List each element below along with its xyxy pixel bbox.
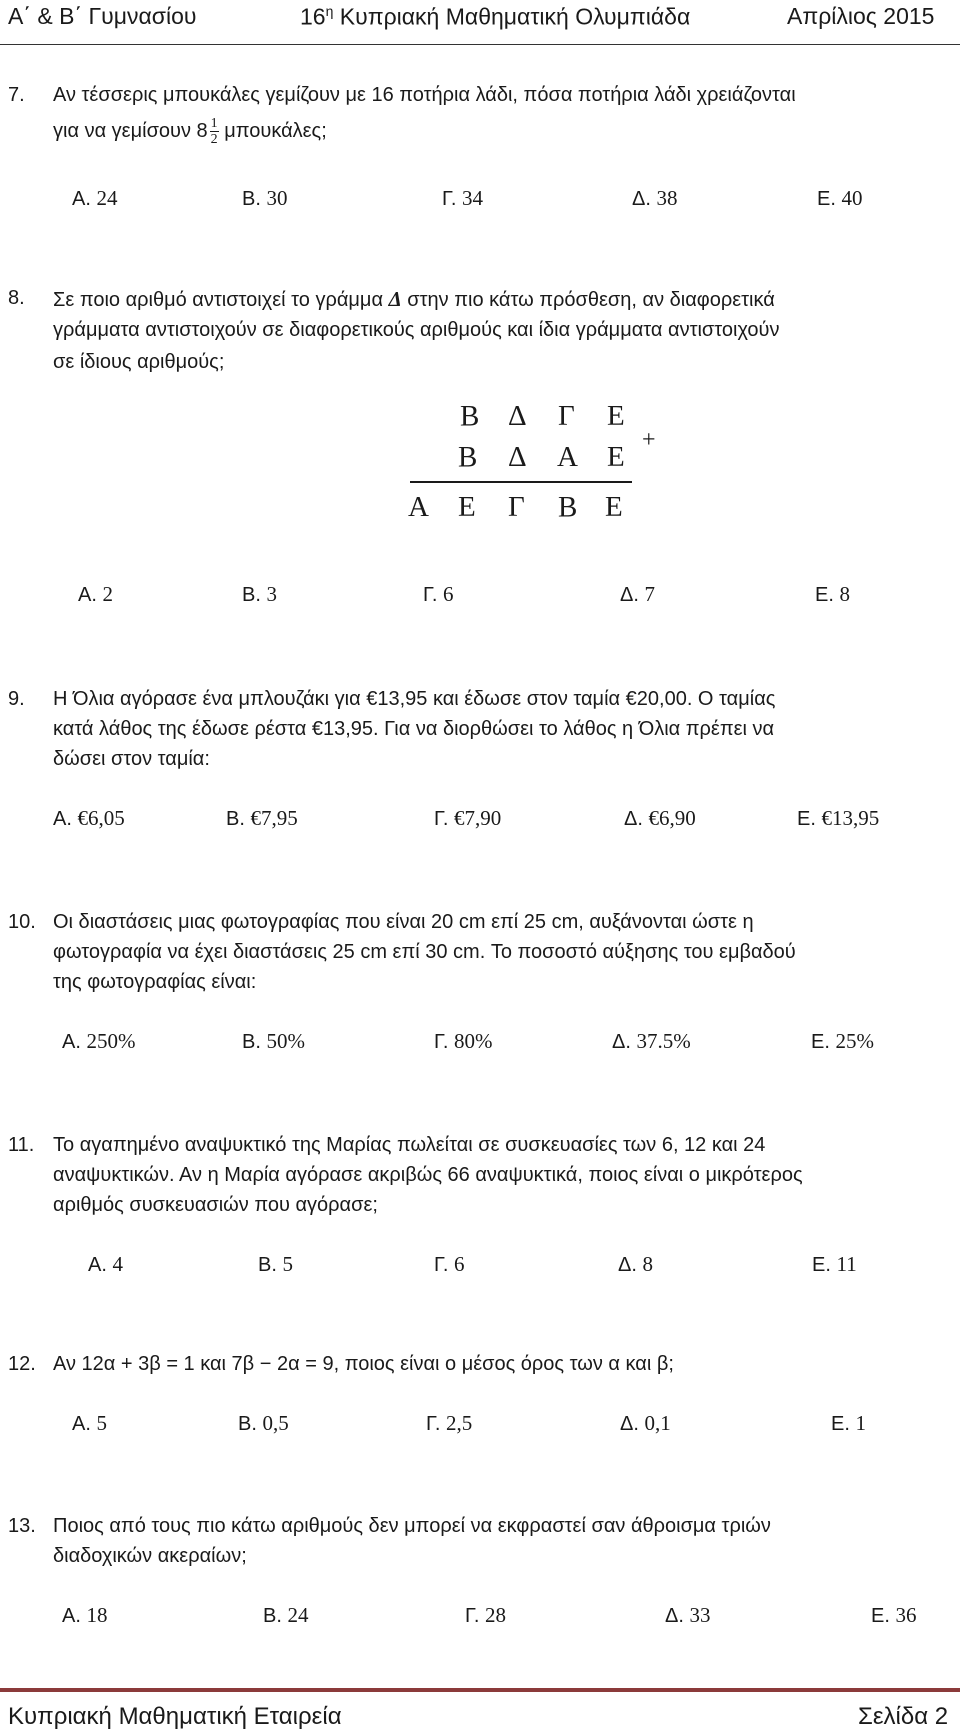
option-d[interactable]: Δ. 0,1: [620, 1411, 671, 1435]
option-d[interactable]: Δ. 38: [632, 186, 678, 210]
option-a[interactable]: Α. 2: [78, 582, 113, 606]
option-d[interactable]: Δ. 33: [665, 1603, 711, 1627]
page-header: [0, 0, 960, 44]
option-d[interactable]: Δ. €6,90: [624, 806, 696, 830]
puzzle-letter: Β: [558, 491, 578, 523]
question-text: κατά λάθος της έδωσε ρέστα €13,95. Για να διορθώσει το λάθος η Όλια πρέπει να: [53, 718, 775, 740]
option-b[interactable]: Β. 50%: [242, 1029, 305, 1053]
question-text: Οι διαστάσεις μιας φωτογραφίας που είναι 20 cm επί 25 cm, αυξάνονται ώστε η: [53, 911, 754, 933]
question-text: Αν 12α + 3β = 1 και 7β − 2α = 9, ποιος είναι ο μέσος όρος των α και β;: [53, 1353, 674, 1375]
question-text: Το αγαπημένο αναψυκτικό της Μαρίας πωλείται σε συσκευασίες των 6, 12 και 24: [53, 1134, 766, 1156]
option-a[interactable]: Α. 18: [62, 1603, 108, 1627]
puzzle-letter: Γ: [508, 491, 525, 523]
option-e[interactable]: Ε. 11: [812, 1252, 857, 1276]
question-text: Ποιος από τους πιο κάτω αριθμούς δεν μπορεί να εκφραστεί σαν άθροισμα τριών: [53, 1515, 771, 1537]
page-footer: [0, 1693, 960, 1733]
option-a[interactable]: Α. 24: [72, 186, 118, 210]
option-d[interactable]: Δ. 7: [620, 582, 655, 606]
question-text: Αν τέσσερις μπουκάλες γεμίζουν με 16 ποτήρια λάδι, πόσα ποτήρια λάδι χρειάζονται: [53, 84, 796, 106]
question-text: αριθμός συσκευασιών που αγόρασε;: [53, 1194, 378, 1216]
puzzle-letter: Ε: [607, 441, 625, 473]
option-a[interactable]: Α. 5: [72, 1411, 107, 1435]
footer-rule: [0, 1688, 960, 1692]
question-text: φωτογραφία να έχει διαστάσεις 25 cm επί 30 cm. Το ποσοστό αύξησης του εμβαδού: [53, 941, 796, 963]
puzzle-letter: Ε: [605, 491, 623, 523]
option-e[interactable]: Ε. 40: [817, 186, 863, 210]
option-c[interactable]: Γ. 34: [442, 186, 483, 210]
question-text: γράμματα αντιστοιχούν σε διαφορετικούς αριθμούς και ίδια γράμματα αντιστοιχούν: [53, 319, 780, 341]
option-b[interactable]: Β. 3: [242, 582, 277, 606]
puzzle-letter: Α: [557, 441, 578, 473]
option-a[interactable]: Α. 4: [88, 1252, 123, 1276]
header-rule: [0, 44, 960, 45]
question-number: 11.: [8, 1134, 35, 1156]
puzzle-letter: Β: [458, 441, 478, 473]
puzzle-letter: Γ: [558, 400, 575, 432]
fraction-one-half: $\frac{1}{2}$: [210, 116, 218, 147]
option-c[interactable]: Γ. €7,90: [434, 806, 502, 830]
option-b[interactable]: Β. €7,95: [226, 806, 298, 830]
puzzle-letter: Ε: [607, 400, 625, 432]
header-olympiad: $16^\eta$ Κυπριακή Μαθηματική Ολυμπιάδα: [300, 3, 691, 30]
puzzle-letter: Δ: [508, 400, 527, 432]
plus-sign: +: [642, 427, 656, 453]
option-e[interactable]: Ε. 36: [871, 1603, 917, 1627]
question-text: για να γεμίσουν 8 $\frac{1}{2}$ μπουκάλες;: [53, 116, 327, 147]
question-number: 9.: [8, 688, 25, 710]
question-text: διαδοχικών ακεραίων;: [53, 1545, 247, 1567]
puzzle-letter: Β: [460, 400, 480, 432]
question-number: 13.: [8, 1515, 36, 1537]
question-text: δώσει στον ταμία:: [53, 748, 210, 770]
question-number: 8.: [8, 287, 25, 309]
option-c[interactable]: Γ. 28: [465, 1603, 506, 1627]
header-date: Απρίλιος 2015: [787, 3, 935, 29]
option-c[interactable]: Γ. 80%: [434, 1029, 493, 1053]
option-c[interactable]: Γ. 6: [434, 1252, 465, 1276]
option-e[interactable]: Ε. €13,95: [797, 806, 880, 830]
question-number: 12.: [8, 1353, 36, 1375]
option-e[interactable]: Ε. 8: [815, 582, 850, 606]
option-c[interactable]: Γ. 2,5: [426, 1411, 473, 1435]
option-a[interactable]: Α. €6,05: [53, 806, 125, 830]
option-e[interactable]: Ε. 25%: [811, 1029, 874, 1053]
question-text: αναψυκτικών. Αν η Μαρία αγόρασε ακριβώς 66 αναψυκτικά, ποιος είναι ο μικρότερος: [53, 1164, 803, 1186]
question-text: της φωτογραφίας είναι:: [53, 971, 257, 993]
option-c[interactable]: Γ. 6: [423, 582, 454, 606]
option-b[interactable]: Β. 30: [242, 186, 288, 210]
question-text: Σε ποιο αριθμό αντιστοιχεί το γράμμα Δ στην πιο κάτω πρόσθεση, αν διαφορετικά: [53, 287, 775, 311]
option-d[interactable]: Δ. 37.5%: [612, 1029, 691, 1053]
option-b[interactable]: Β. 0,5: [238, 1411, 289, 1435]
option-b[interactable]: Β. 24: [263, 1603, 309, 1627]
header-grades: Α΄ & Β΄ Γυμνασίου: [8, 3, 197, 29]
footer-page-number: Σελίδα 2: [858, 1703, 949, 1730]
question-text: σε ίδιους αριθμούς;: [53, 351, 225, 373]
addition-puzzle: [400, 395, 670, 535]
question-text: Η Όλια αγόρασε ένα μπλουζάκι για €13,95 και έδωσε στον ταμία €20,00. Ο ταμίας: [53, 688, 776, 710]
puzzle-letter: Ε: [458, 491, 476, 523]
question-number: 7.: [8, 84, 25, 106]
sum-line: [410, 481, 632, 483]
puzzle-letter: Δ: [508, 441, 527, 473]
option-a[interactable]: Α. 250%: [62, 1029, 136, 1053]
option-e[interactable]: Ε. 1: [831, 1411, 866, 1435]
puzzle-letter: Α: [408, 491, 429, 523]
footer-society: Κυπριακή Μαθηματική Εταιρεία: [8, 1703, 342, 1730]
question-number: 10.: [8, 911, 36, 933]
option-d[interactable]: Δ. 8: [618, 1252, 653, 1276]
option-b[interactable]: Β. 5: [258, 1252, 293, 1276]
